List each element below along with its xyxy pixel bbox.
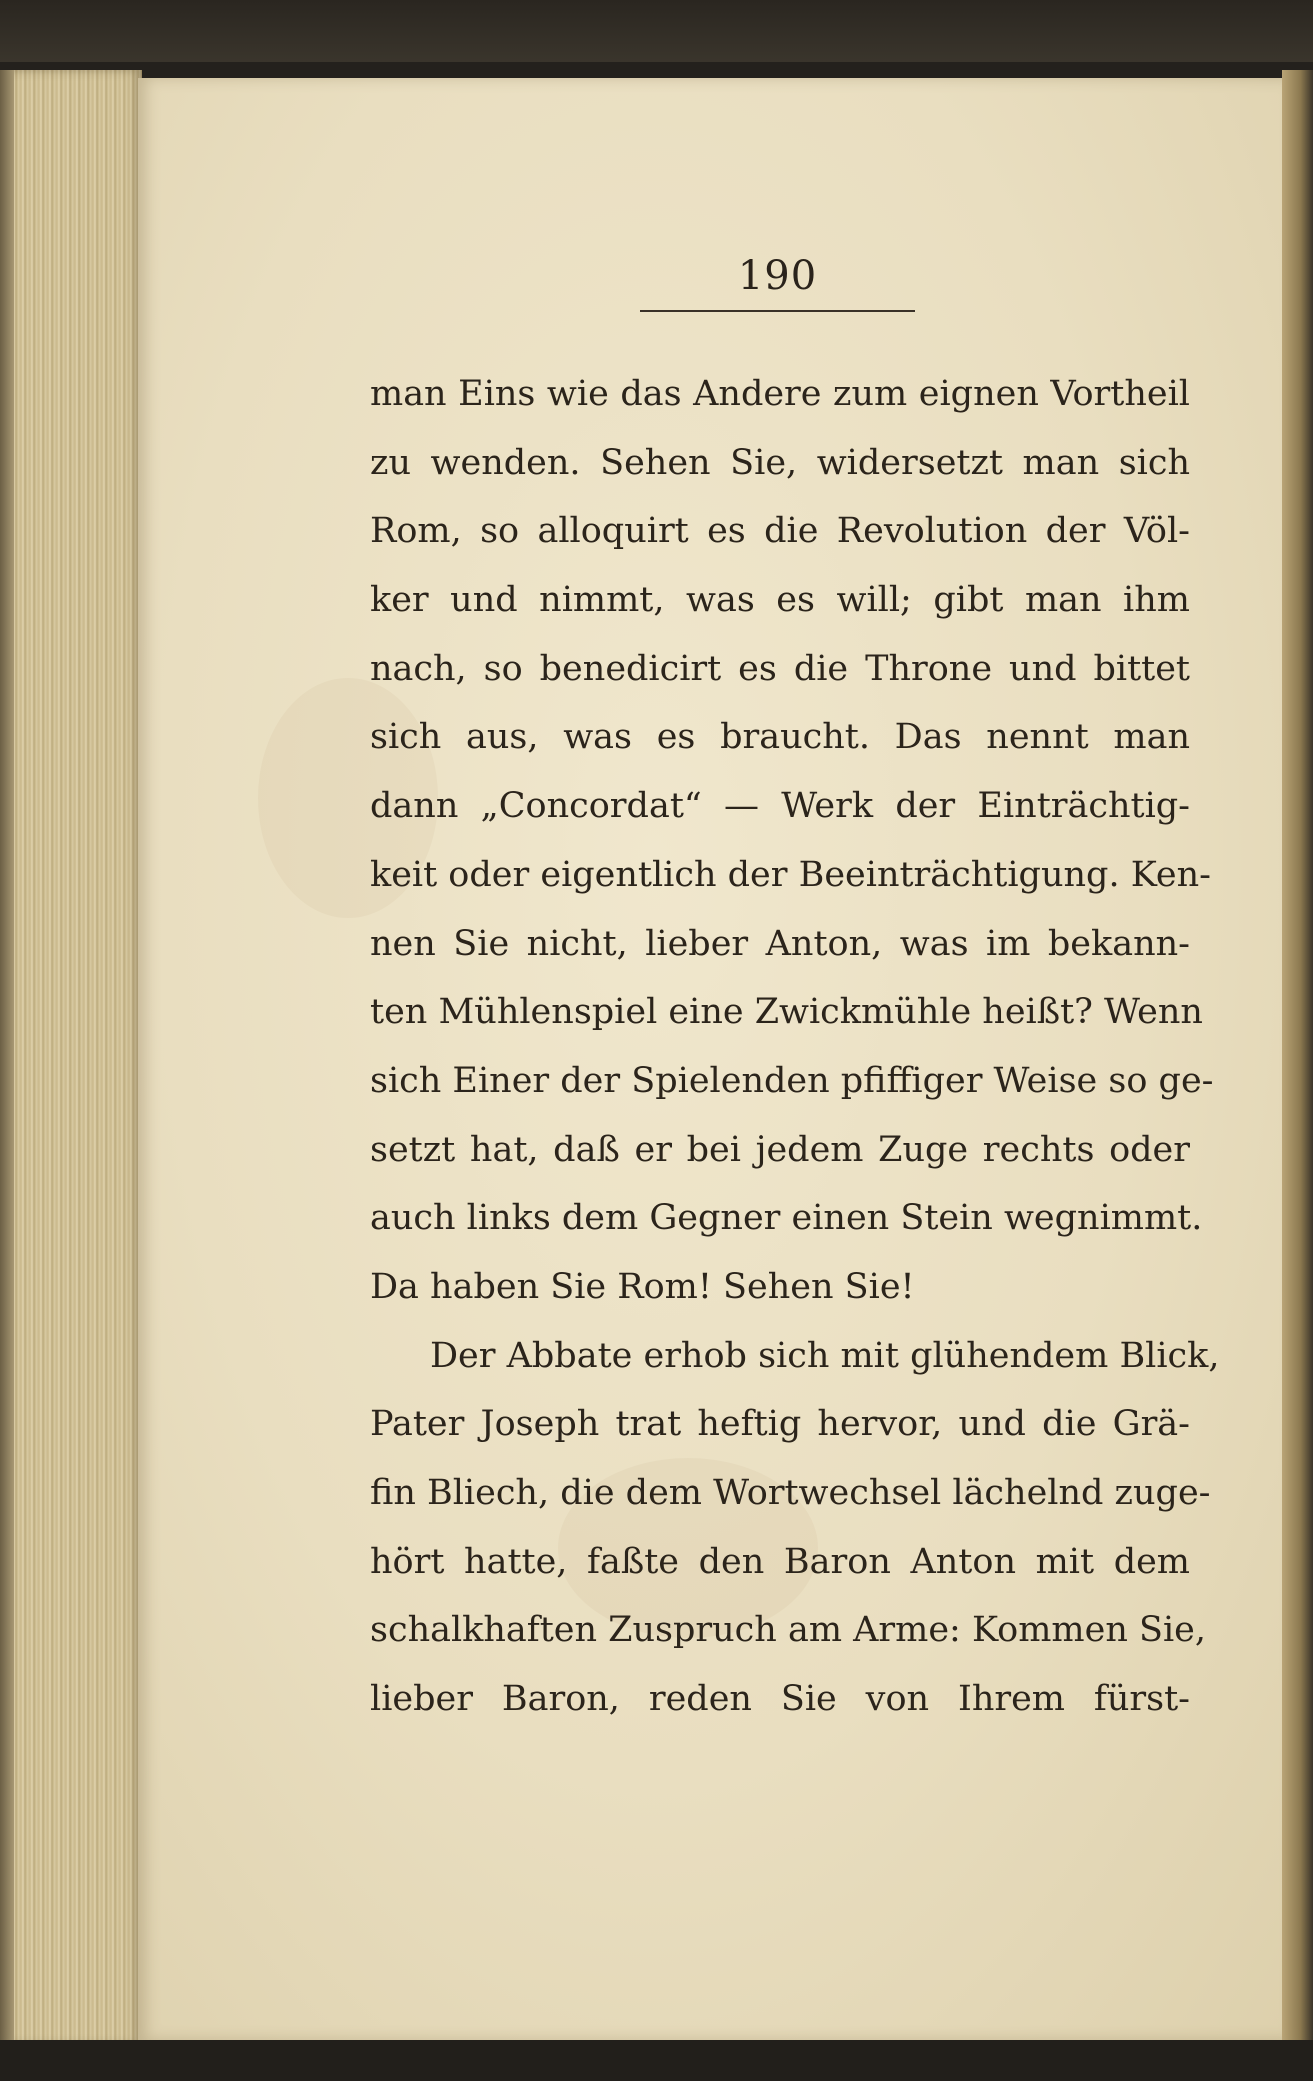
scan-bottom-border [0, 2040, 1313, 2081]
text-line: dann „Concordat“ — Werk der Einträchtig- [370, 786, 1190, 827]
text-line: lieber Baron, reden Sie von Ihrem fürst- [370, 1679, 1190, 1720]
text-line: Da haben Sie Rom! Sehen Sie! [370, 1266, 915, 1307]
page-header [640, 252, 915, 312]
text-line: sich Einer der Spielenden pfiffiger Weise so ge- [370, 1060, 1214, 1101]
text-line: nach, so benedicirt es die Throne und bittet [370, 648, 1190, 689]
text-line: setzt hat, daß er bei jedem Zuge rechts oder [370, 1129, 1190, 1170]
text-line: Pater Joseph trat heftig hervor, und die Grä- [370, 1404, 1190, 1445]
text-line: keit oder eigentlich der Beeinträchtigung. Ken- [370, 854, 1211, 895]
text-line: zu wenden. Sehen Sie, widersetzt man sich [370, 442, 1190, 483]
body-text [370, 360, 1220, 1734]
scan-top-border [0, 0, 1313, 62]
stacked-page-edges [0, 70, 142, 2045]
text-line: schalkhaften Zuspruch am Arme: Kommen Sie, [370, 1610, 1207, 1651]
text-line: man Eins wie das Andere zum eignen Vortheil [370, 374, 1190, 414]
text-line: sich aus, was es braucht. Das nennt man [370, 717, 1190, 758]
text-line: ker und nimmt, was es will; gibt man ihm [370, 580, 1190, 621]
text-line: Rom, so alloquirt es die Revolution der Völ- [370, 511, 1190, 552]
header-rule [640, 310, 915, 312]
text-line: hört hatte, faßte den Baron Anton mit dem [370, 1541, 1190, 1582]
page-right-edge [1282, 70, 1313, 2045]
paragraph-first-line: Der Abbate erhob sich mit glühendem Blick, [430, 1335, 1220, 1376]
text-line: auch links dem Gegner einen Stein wegnimmt. [370, 1198, 1203, 1239]
text-line: ten Mühlenspiel eine Zwickmühle heißt? Wenn [370, 992, 1203, 1033]
text-line: fin Bliech, die dem Wortwechsel lächelnd zuge- [370, 1473, 1211, 1513]
page-number: 190 [737, 253, 818, 299]
text-line: nen Sie nicht, lieber Anton, was im bekann- [370, 923, 1190, 964]
